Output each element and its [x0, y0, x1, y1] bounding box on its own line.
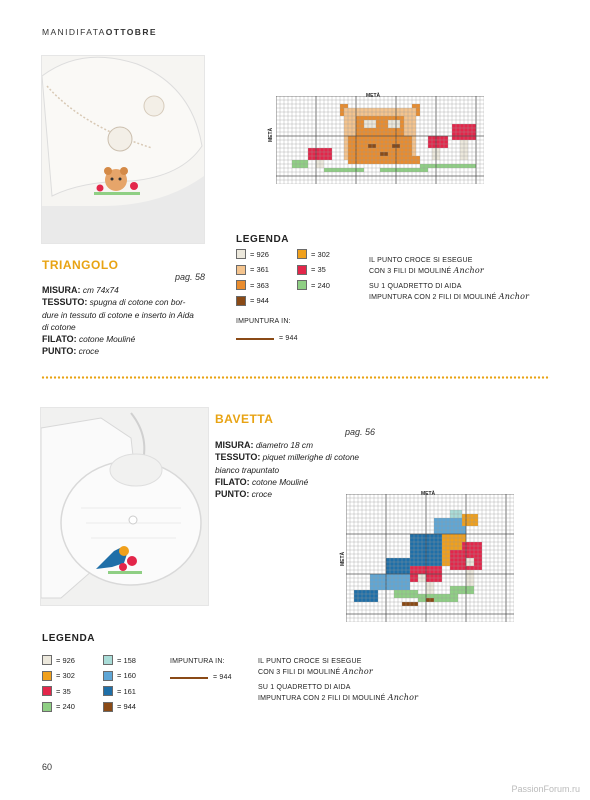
thread-code: = 161 [117, 686, 136, 696]
note2-line2: IMPUNTURA CON 2 FILI DI MOULINÉ [258, 694, 386, 702]
legend-item [297, 265, 326, 275]
filato-label: FILATO: [215, 476, 250, 487]
thread-code: = 944 [117, 702, 136, 711]
bavetta-title: BAVETTA [215, 412, 274, 426]
impuntura2-code: = 944 [213, 674, 232, 681]
tessuto-label: TESSUTO: [215, 452, 261, 463]
magazine-header [42, 27, 157, 37]
legend-item [236, 265, 269, 275]
thread-code: = 363 [250, 280, 269, 290]
cross-stitch-chart-bear [276, 96, 484, 184]
tessuto-value: piquet millerighe di cotone [262, 452, 360, 463]
legend2-title: LEGENDA [42, 633, 96, 644]
thread-code: = 944 [250, 296, 269, 305]
meta-side-label: METÀ [340, 551, 346, 566]
legend-item [297, 280, 330, 290]
thread-code: = 35 [56, 686, 71, 696]
stitch-notes-1 [369, 256, 549, 302]
legend-item [103, 686, 136, 696]
issue-month: OTTOBRE [105, 27, 157, 37]
impuntura1-code: = 944 [279, 335, 298, 342]
tessuto-value-3: di cotone [42, 321, 76, 332]
thread-code: = 302 [311, 249, 330, 259]
color-swatch [42, 671, 52, 681]
dotted-divider [41, 376, 550, 379]
legend-item [103, 655, 136, 665]
punto-value: croce [251, 489, 272, 500]
filato-label: FILATO: [42, 334, 77, 345]
punto-label: PUNTO: [215, 489, 250, 500]
legend-item [42, 655, 75, 665]
impuntura2-line [170, 677, 208, 679]
triangolo-title: TRIANGOLO [42, 258, 119, 272]
triangolo-page-ref: pag. 58 [175, 272, 206, 282]
note1-line1: IL PUNTO CROCE SI ESEGUE [369, 257, 473, 264]
color-swatch [236, 265, 246, 275]
color-swatch [297, 249, 307, 259]
stitch-block [428, 136, 448, 148]
thread-code: = 160 [117, 671, 136, 680]
color-swatch [236, 249, 246, 259]
tessuto-value-2: bianco trapuntato [215, 464, 280, 475]
legend-item [103, 671, 136, 681]
color-swatch [103, 671, 113, 681]
color-swatch [42, 655, 52, 665]
punto-value: croce [78, 346, 99, 357]
color-swatch [236, 280, 246, 290]
magazine-name: MANIDIFATA [42, 27, 106, 37]
note2-line1: SU 1 QUADRETTO DI AIDA [369, 283, 462, 290]
color-swatch [103, 702, 113, 712]
cross-stitch-chart-bird [346, 494, 514, 622]
filato-value: cotone Mouliné [251, 476, 309, 487]
towel-photo [41, 55, 205, 244]
thread-code: = 240 [56, 702, 75, 711]
thread-code: = 158 [117, 655, 136, 665]
color-swatch [42, 686, 52, 696]
meta-side-label: METÀ [268, 127, 274, 142]
thread-code: = 240 [311, 280, 330, 290]
legend-item [42, 686, 71, 696]
misura-value: cm 74x74 [82, 285, 119, 295]
tessuto-value-2: dure in tessuto di cotone e inserto in Aida [42, 309, 194, 320]
legend-item [297, 249, 330, 259]
punto-label: PUNTO: [42, 346, 77, 357]
legend-item [236, 249, 269, 259]
chart1-meta-side [259, 128, 277, 142]
legend-item [236, 296, 269, 306]
bib-photo [40, 407, 209, 606]
color-swatch [297, 280, 307, 290]
note1-line2: CON 3 FILI DI MOULINÉ [258, 668, 341, 676]
thread-code: = 35 [311, 265, 326, 274]
anchor-logo: Anchor [342, 666, 373, 676]
legend-item [42, 671, 75, 681]
thread-code: = 361 [250, 265, 269, 274]
impuntura1-line [236, 338, 274, 340]
legend-item [42, 702, 75, 712]
note2-line2: IMPUNTURA CON 2 FILI DI MOULINÉ [369, 293, 497, 301]
legend-item [236, 280, 269, 290]
anchor-logo: Anchor [453, 265, 484, 275]
meta-top-label: METÀ [366, 93, 381, 99]
misura-value: diametro 18 cm [255, 440, 313, 450]
triangolo-details [42, 284, 210, 358]
misura-label: MISURA: [215, 440, 254, 450]
legend1-title: LEGENDA [236, 234, 290, 245]
stitch-notes-2 [258, 657, 458, 703]
anchor-logo: Anchor [387, 692, 419, 702]
meta-top-label: METÀ [421, 491, 436, 497]
color-swatch [236, 296, 246, 306]
impuntura1-label: IMPUNTURA IN: [236, 318, 291, 325]
legend-item [103, 702, 136, 712]
note2-line1: SU 1 QUADRETTO DI AIDA [258, 684, 351, 691]
page-number: 60 [42, 762, 53, 772]
tessuto-value: spugna di cotone con bor- [89, 297, 186, 308]
thread-code: = 302 [56, 671, 75, 680]
color-swatch [42, 702, 52, 712]
note1-line2: CON 3 FILI DI MOULINÉ [369, 267, 452, 275]
filato-value: cotone Mouliné [78, 334, 136, 345]
color-swatch [297, 265, 307, 275]
impuntura2-label: IMPUNTURA IN: [170, 658, 225, 665]
bavetta-page-ref: pag. 56 [345, 427, 376, 437]
color-swatch [103, 686, 113, 696]
thread-code: = 926 [56, 655, 75, 665]
thread-code: = 926 [250, 249, 269, 259]
watermark: PassionForum.ru [511, 784, 580, 794]
note1-line1: IL PUNTO CROCE SI ESEGUE [258, 658, 362, 665]
color-swatch [103, 655, 113, 665]
tessuto-label: TESSUTO: [42, 297, 88, 308]
anchor-logo: Anchor [498, 291, 530, 301]
misura-label: MISURA: [42, 285, 81, 295]
bavetta-details [215, 439, 395, 500]
